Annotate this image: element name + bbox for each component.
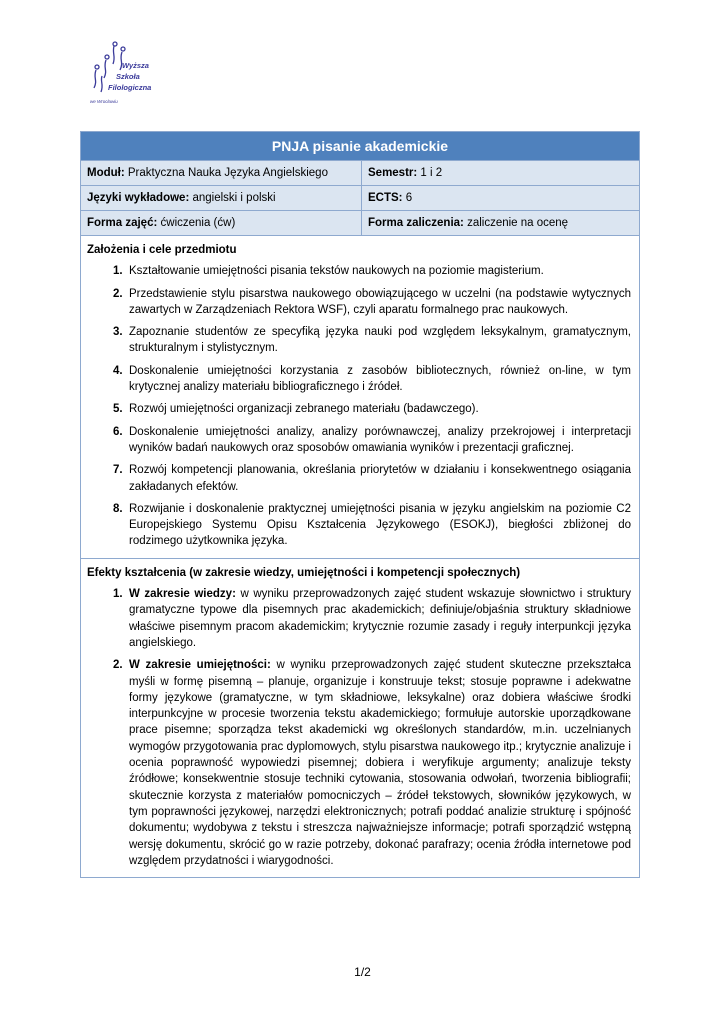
list-item (87, 501, 631, 550)
item-number: 3. (113, 326, 123, 339)
item-number: 1. (113, 588, 123, 601)
item-text: Doskonalenie umiejętności analizy, analizy porównawczej, analizy przekrojowej i interpretacji wyników badań naukowych oraz sposobów omawiania wyników i prezentacji graficznej. (129, 425, 631, 454)
item-number: 2. (113, 287, 123, 300)
assessment-value: zaliczenie na ocenę (463, 217, 569, 229)
item-text: w wyniku przeprowadzonych zajęć student wskazuje słownictwo i struktury gramatyczne typowe dla pisemnych prac akademickich; definiuje/objaśnia struktury składniowe właściwe pisemnym pracom akademickim; krytycznie rozumie zasady i reguły interpunkcji języka angielskiego. (129, 588, 631, 649)
semester-cell (362, 161, 639, 185)
course-title: PNJA pisanie akademickie (81, 132, 639, 161)
list-item (87, 363, 631, 396)
semester-label: Semestr: (368, 167, 418, 179)
assessment-label: Forma zaliczenia: (368, 217, 464, 229)
item-number: 4. (113, 364, 123, 377)
info-row-form (81, 211, 639, 236)
module-value: Praktyczna Nauka Języka Angielskiego (124, 167, 328, 179)
university-logo (82, 40, 172, 112)
class-form-value: ćwiczenia (ćw) (157, 217, 236, 229)
list-item (87, 424, 631, 457)
item-text: Przedstawienie stylu pisarstwa naukowego obowiązującego w uczelni (na podstawie wytycznych zawartych w Zarządzeniach Rektora WSF), czyli aparatu formalnego prac naukowych. (129, 287, 631, 316)
item-number: 8. (113, 502, 123, 515)
ects-value: 6 (402, 192, 413, 204)
logo-text-line3: Filologiczna (108, 83, 152, 92)
list-item (87, 657, 631, 869)
info-row-languages (81, 186, 639, 211)
semester-value: 1 i 2 (417, 167, 443, 179)
item-number: 5. (113, 403, 123, 416)
languages-cell (81, 186, 362, 210)
page-number: 1/2 (354, 965, 371, 979)
list-item (87, 586, 631, 651)
goals-heading: Założenia i cele przedmiotu (87, 244, 237, 256)
module-cell (81, 161, 362, 185)
list-item (87, 286, 631, 319)
item-number: 7. (113, 464, 123, 477)
languages-value: angielski i polski (189, 192, 276, 204)
class-form-cell (81, 211, 362, 235)
item-label: W zakresie umiejętności: (129, 659, 271, 672)
ects-cell (362, 186, 639, 210)
item-text: Kształtowanie umiejętności pisania tekstów naukowych na poziomie magisterium. (129, 265, 544, 278)
languages-label: Języki wykładowe: (87, 192, 190, 204)
logo-text-line1: Wyższa (122, 61, 149, 70)
course-table (80, 131, 640, 878)
list-item (87, 263, 631, 279)
list-item (87, 401, 631, 417)
logo-text-line2: Szkoła (116, 72, 140, 81)
info-row-module (81, 161, 639, 186)
item-number: 1. (113, 265, 123, 278)
list-item (87, 324, 631, 357)
list-item (87, 462, 631, 495)
effects-section (81, 559, 639, 877)
item-label: W zakresie wiedzy: (129, 588, 236, 601)
item-number: 2. (113, 659, 123, 672)
class-form-label: Forma zajęć: (87, 217, 158, 229)
item-text: Zapoznanie studentów ze specyfiką języka nauki pod względem leksykalnym, gramatycznym, strukturalnym i stylistycznym. (129, 326, 631, 355)
item-text: Rozwijanie i doskonalenie praktycznej umiejętności pisania w języku angielskim na poziomie C2 Europejskiego Systemu Opisu Kształcenia Językowego (ESOKJ), biegłości zbliżonej do rodzimego użytkownika języka. (129, 502, 631, 548)
item-text: Rozwój umiejętności organizacji zebranego materiału (badawczego). (129, 403, 479, 416)
module-label: Moduł: (87, 167, 125, 179)
item-number: 6. (113, 425, 123, 438)
item-text: w wyniku przeprowadzonych zajęć student skuteczne przekształca myśli w formę pisemną – planuje, organizuje i konstruuje tekst; stosuje poprawne i adekwatne formy językowe (gramatyczne, w tym składniowe, leksykalne) oraz dobiera właściwe środki interpunkcyjne w procesie tworzenia tekstu akademickiego; formułuje autorskie uporządkowane prace pisemne; sporządza tekst akademicki wg określonych standardów, m.in. uczelnianych wymogów przygotowania prac dyplomowych, stylu pisarstwa naukowego itp.; krytycznie analizuje i ocenia poprawność wypowiedzi pisemnej; dobiera i weryfikuje argumenty; analizuje teksty źródłowe; konsekwentnie stosuje techniki cytowania, stosowania odwołań, tworzenia bibliografii; skutecznie korzysta z materiałów pomocniczych – źródeł tekstowych, słowników językowych, w tym poprawności językowej, narzędzi elektronicznych; potrafi poddać analizie strukturę i spójność dokumentu; wydobywa z tekstu i streszcza najważniejsze informacje; potrafi sporządzić wstępną wersję dokumentu, skrócić go w razie potrzeby, dokonać parafrazy; ocenia źródła internetowe pod względem przydatności i wiarygodności. (129, 659, 631, 867)
goals-section (81, 236, 639, 559)
logo-text-line4: we Wrocławiu (90, 99, 118, 104)
item-text: Rozwój kompetencji planowania, określania priorytetów w działaniu i konsekwentnego osiągania zakładanych efektów. (129, 464, 631, 493)
effects-heading: Efekty kształcenia (w zakresie wiedzy, umiejętności i kompetencji społecznych) (87, 566, 521, 579)
ects-label: ECTS: (368, 192, 403, 204)
item-text: Doskonalenie umiejętności korzystania z zasobów bibliotecznych, również on-line, w tym krytycznej analizy materiału bibliograficznego i źródeł. (129, 364, 631, 394)
assessment-cell (362, 211, 639, 235)
